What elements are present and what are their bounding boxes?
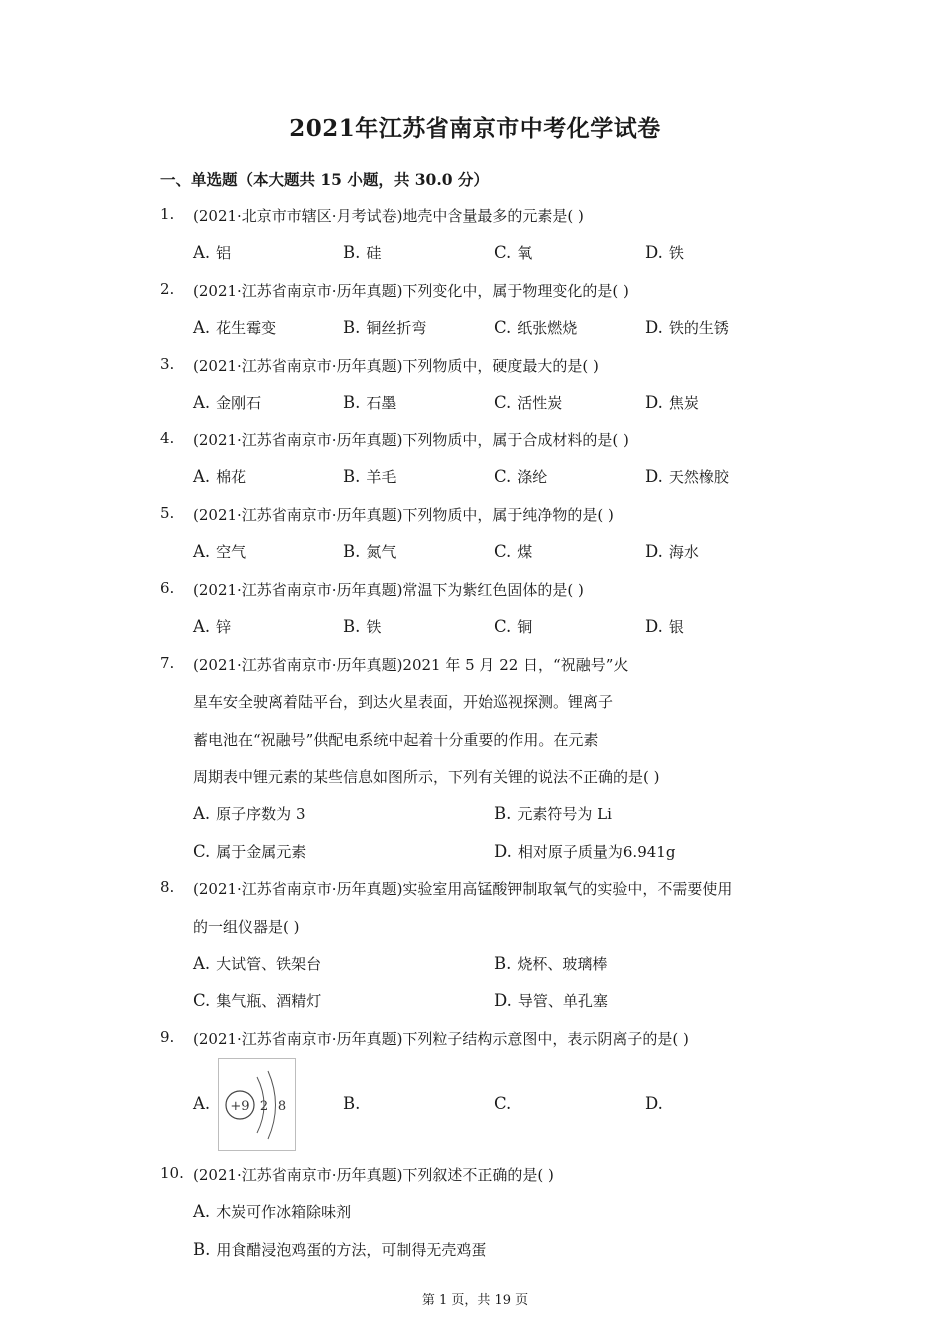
option-text: 银 (668, 618, 684, 636)
option-label: B. (343, 467, 361, 486)
option-text: 活性炭 (517, 394, 563, 412)
option-b (343, 1094, 366, 1113)
question-number: 5. (160, 504, 175, 522)
question-number: 8. (160, 878, 175, 896)
option-label: B. (343, 318, 361, 337)
option-text: 羊毛 (366, 468, 397, 486)
option-text: 相对原子质量为6.941g (517, 843, 676, 861)
option-d (645, 616, 684, 637)
option-b (494, 953, 607, 974)
option-label: B. (494, 954, 512, 973)
option-d (645, 541, 699, 562)
option-a (193, 541, 246, 562)
option-text: 天然橡胶 (668, 468, 729, 486)
option-label: C. (494, 467, 512, 486)
question-text: (2021·江苏省南京市·历年真题)实验室用高锰酸钾制取氧气的实验中，不需要使用 (193, 880, 733, 898)
option-b (343, 242, 381, 263)
option-d (645, 392, 699, 413)
shell-electrons-1: 2 (259, 1099, 269, 1114)
option-b (343, 616, 381, 637)
option-text: 氧 (517, 244, 533, 262)
option-text: 铁 (366, 618, 382, 636)
question-number: 9. (160, 1028, 175, 1046)
electron-shell-arc-2 (268, 1071, 276, 1139)
option-a (193, 616, 231, 637)
option-c (494, 317, 577, 338)
option-label: D. (645, 393, 663, 412)
option-text: 烧杯、玻璃棒 (517, 955, 608, 973)
option-label: B. (343, 393, 361, 412)
question-number: 7. (160, 654, 175, 672)
option-text: 焦炭 (668, 394, 699, 412)
option-text: 硅 (366, 244, 382, 262)
option-text: 铜丝折弯 (366, 319, 427, 337)
question-text: (2021·江苏省南京市·历年真题)下列粒子结构示意图中，表示阴离子的是( ) (193, 1030, 689, 1048)
question-text: 蓄电池在“祝融号”供配电系统中起着十分重要的作用。在元素 (193, 731, 599, 749)
option-text: 集气瓶、酒精灯 (216, 992, 322, 1010)
question-number: 6. (160, 579, 175, 597)
question-number: 3. (160, 355, 175, 373)
shell-electrons-2: 8 (277, 1099, 287, 1114)
section-title: 一、单选题（本大题共 15 小题，共 30.0 分） (160, 170, 489, 189)
option-b (343, 466, 396, 487)
option-label: A. (193, 804, 211, 823)
option-label: D. (494, 842, 512, 861)
option-text: 金刚石 (216, 394, 262, 412)
question-text: (2021·北京市市辖区·月考试卷)地壳中含量最多的元素是( ) (193, 207, 584, 225)
option-text: 大试管、铁架台 (216, 955, 322, 973)
option-label: C. (494, 243, 512, 262)
option-c (494, 242, 532, 263)
option-label: C. (494, 542, 512, 561)
option-label: D. (645, 467, 663, 486)
question-number: 2. (160, 280, 175, 298)
option-label: A. (193, 318, 211, 337)
question-text: 周期表中锂元素的某些信息如图所示，下列有关锂的说法不正确的是( ) (193, 768, 660, 786)
question-text: (2021·江苏省南京市·历年真题)下列物质中，硬度最大的是( ) (193, 357, 599, 375)
option-label: D. (645, 617, 663, 636)
option-text: 属于金属元素 (216, 843, 307, 861)
option-c (494, 1094, 517, 1113)
option-b (494, 803, 612, 824)
option-label: C. (494, 1094, 512, 1113)
option-b (193, 1239, 486, 1260)
option-text: 棉花 (216, 468, 247, 486)
option-label: B. (343, 617, 361, 636)
option-c (494, 616, 532, 637)
atom-structure-diagram (218, 1058, 296, 1151)
option-label: A. (193, 1094, 211, 1113)
option-label: B. (343, 542, 361, 561)
option-b (343, 317, 426, 338)
option-b (343, 541, 396, 562)
option-label: A. (193, 617, 211, 636)
question-text: (2021·江苏省南京市·历年真题)常温下为紫红色固体的是( ) (193, 581, 584, 599)
question-text: (2021·江苏省南京市·历年真题)下列物质中，属于合成材料的是( ) (193, 431, 629, 449)
option-d (645, 317, 729, 338)
option-text: 铁 (668, 244, 684, 262)
option-d (645, 242, 684, 263)
option-text: 用食醋浸泡鸡蛋的方法，可制得无壳鸡蛋 (216, 1241, 487, 1259)
option-text: 木炭可作冰箱除味剂 (216, 1203, 352, 1221)
option-c (494, 392, 562, 413)
option-c (193, 841, 306, 862)
option-text: 花生霉变 (216, 319, 277, 337)
option-text: 海水 (668, 543, 699, 561)
option-a (193, 392, 261, 413)
option-c (494, 541, 532, 562)
nucleus-charge: +9 (230, 1099, 250, 1114)
option-label: C. (193, 842, 211, 861)
option-label: A. (193, 393, 211, 412)
option-label: B. (343, 243, 361, 262)
page-footer: 第 1 页，共 19 页 (421, 1293, 529, 1308)
option-d (645, 1094, 669, 1113)
option-a (193, 803, 305, 824)
option-label: D. (494, 991, 512, 1010)
question-text: (2021·江苏省南京市·历年真题)下列物质中，属于纯净物的是( ) (193, 506, 614, 524)
option-text: 锌 (216, 618, 232, 636)
option-c (494, 466, 547, 487)
option-a (193, 466, 246, 487)
option-text: 氮气 (366, 543, 397, 561)
option-b (343, 392, 396, 413)
option-label: A. (193, 1202, 211, 1221)
option-label: C. (494, 318, 512, 337)
question-number: 1. (160, 205, 175, 223)
option-label: B. (343, 1094, 361, 1113)
page-title: 2021年江苏省南京市中考化学试卷 (289, 115, 661, 142)
atom-structure-svg (219, 1059, 295, 1150)
question-text: (2021·江苏省南京市·历年真题)下列变化中，属于物理变化的是( ) (193, 282, 629, 300)
option-a (193, 317, 276, 338)
option-c (193, 990, 321, 1011)
option-d (494, 841, 675, 862)
option-label: A. (193, 467, 211, 486)
question-text: 星车安全驶离着陆平台，到达火星表面，开始巡视探测。锂离子 (193, 693, 614, 711)
option-label: C. (494, 617, 512, 636)
option-a (193, 1201, 351, 1222)
option-a (193, 953, 321, 974)
option-text: 空气 (216, 543, 247, 561)
option-text: 铜 (517, 618, 533, 636)
option-label: C. (193, 991, 211, 1010)
option-text: 煤 (517, 543, 533, 561)
question-number: 4. (160, 429, 175, 447)
option-label: D. (645, 243, 663, 262)
option-label: A. (193, 243, 211, 262)
question-text: (2021·江苏省南京市·历年真题)2021 年 5 月 22 日，“祝融号”火 (193, 656, 629, 674)
option-label: A. (193, 954, 211, 973)
option-label: B. (494, 804, 512, 823)
option-text: 铁的生锈 (668, 319, 729, 337)
option-text: 元素符号为 Li (517, 805, 612, 823)
option-text: 导管、单孔塞 (517, 992, 608, 1010)
option-d (494, 990, 608, 1011)
option-label: B. (193, 1240, 211, 1259)
option-text: 铝 (216, 244, 232, 262)
question-number: 10. (160, 1164, 184, 1182)
option-text: 涤纶 (517, 468, 548, 486)
option-text: 原子序数为 3 (216, 805, 306, 823)
question-text: 的一组仪器是( ) (193, 918, 300, 936)
option-label: D. (645, 318, 663, 337)
option-label: D. (645, 542, 663, 561)
option-a (193, 1094, 216, 1113)
option-label: D. (645, 1094, 663, 1113)
option-a (193, 242, 231, 263)
question-text: (2021·江苏省南京市·历年真题)下列叙述不正确的是( ) (193, 1166, 554, 1184)
option-label: A. (193, 542, 211, 561)
option-text: 石墨 (366, 394, 397, 412)
option-text: 纸张燃烧 (517, 319, 578, 337)
option-label: C. (494, 393, 512, 412)
option-d (645, 466, 729, 487)
